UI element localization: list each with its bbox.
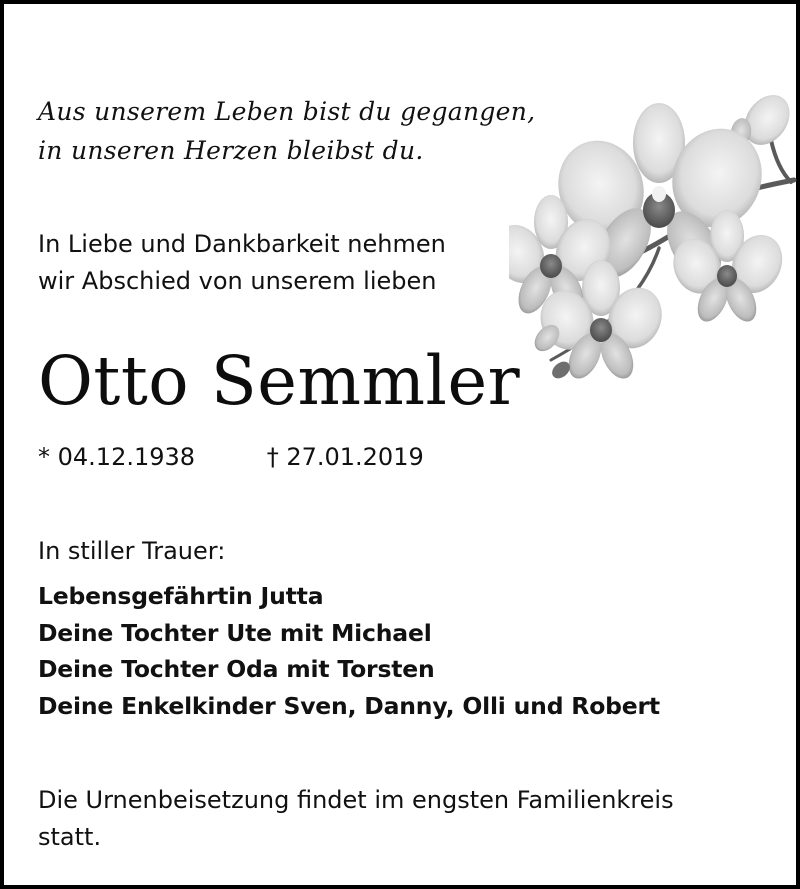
death-date: † 27.01.2019 [266,443,424,471]
mourner-entry: Deine Enkelkinder Sven, Danny, Olli und Robert [38,691,660,720]
intro-line: In Liebe und Dankbarkeit nehmen [38,230,446,258]
burial-note-line: statt. [38,823,102,851]
mourning-label: In stiller Trauer: [38,537,226,565]
motto-line: Aus unserem Leben bist du gegangen, [38,97,536,126]
life-dates [38,440,424,474]
mourners-list [38,578,660,724]
birth-date: * 04.12.1938 [38,443,196,471]
mourner-entry: Deine Tochter Ute mit Michael [38,618,432,647]
burial-note [38,782,674,856]
intro-line: wir Abschied von unserem lieben [38,267,437,295]
mourner-entry: Lebensgefährtin Jutta [38,582,324,610]
farewell-intro [38,226,446,300]
burial-note-line: Die Urnenbeisetzung findet im engsten Familienkreis [38,786,674,814]
motto-line: in unseren Herzen bleibst du. [38,136,424,165]
mourner-entry: Deine Tochter Oda mit Torsten [38,655,435,683]
orchid-flower-icon [509,88,799,384]
memorial-motto [38,92,535,170]
deceased-name: Otto Semmler [38,342,521,420]
